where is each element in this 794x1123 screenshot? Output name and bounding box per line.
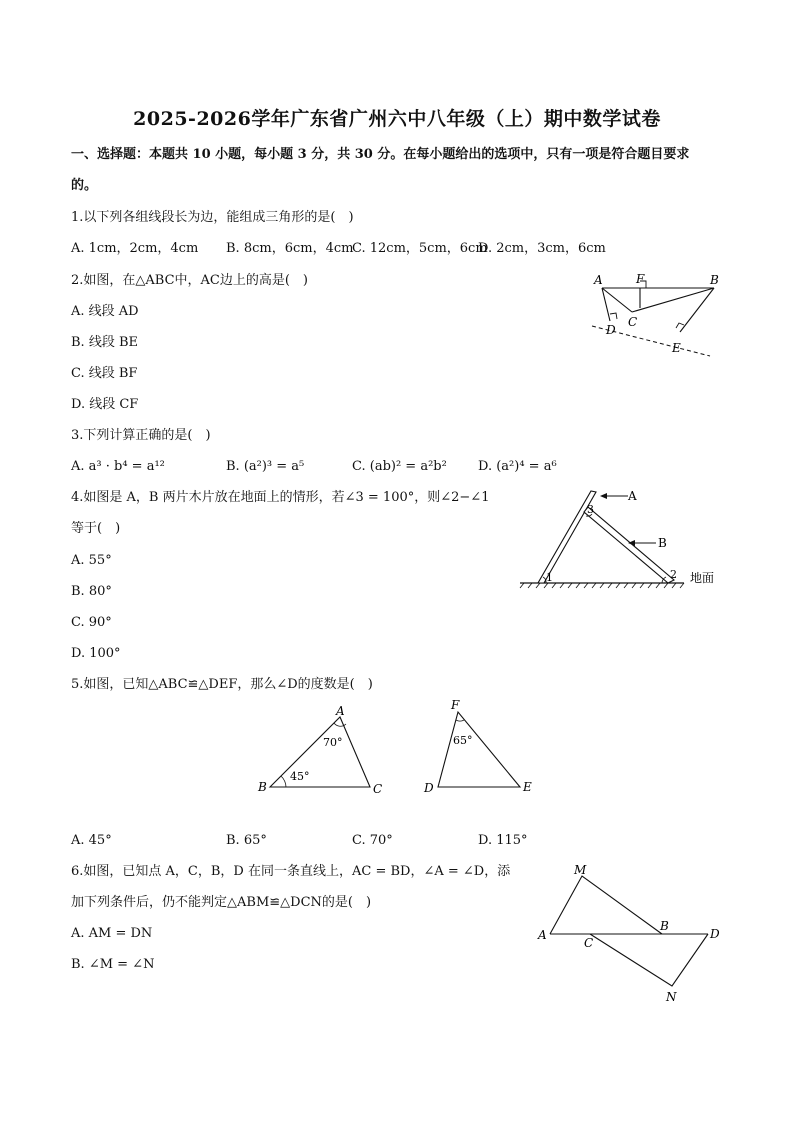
q2-option-b: B. 线段 BE	[71, 335, 138, 350]
q3-option-d: D. (a²)⁴ = a⁶	[478, 459, 557, 474]
q6-option-a: A. AM = DN	[71, 926, 153, 941]
q3-option-a: A. a³ · b⁴ = a¹²	[71, 459, 165, 474]
q1-option-b: B. 8cm，6cm，4cm	[226, 241, 354, 256]
q2-label-b: B	[710, 273, 719, 287]
q5-option-b: B. 65°	[226, 833, 267, 848]
q5-label-f: F	[451, 700, 460, 712]
q3-option-c: C. (ab)² = a²b²	[352, 459, 447, 474]
q3-stem: 3.下列计算正确的是( )	[71, 428, 211, 443]
q4-label-angle1: 1	[546, 571, 553, 584]
q2-label-e: E	[672, 341, 681, 355]
q1-option-a: A. 1cm，2cm，4cm	[71, 241, 199, 256]
q1-option-d: D. 2cm，3cm，6cm	[478, 241, 606, 256]
q5-label-e: E	[523, 780, 532, 794]
q4-wood-boards-figure	[516, 482, 726, 592]
q4-option-d: D. 100°	[71, 646, 121, 661]
q2-label-f: F	[636, 272, 645, 286]
q5-label-a: A	[336, 704, 345, 718]
q6-label-d: D	[710, 927, 720, 941]
q2-label-d: D	[606, 323, 616, 337]
q4-label-angle2: 2	[670, 568, 677, 581]
section-instructions-line2: 的。	[71, 178, 98, 193]
q4-label-b: B	[658, 536, 667, 550]
q5-angle-a-value: 70°	[323, 736, 343, 749]
q5-angle-f-value: 65°	[453, 734, 473, 747]
q4-label-a: A	[628, 489, 637, 503]
q1-stem: 1.以下列各组线段长为边，能组成三角形的是( )	[71, 210, 354, 225]
q6-stem-line1: 6.如图，已知点 A，C，B，D 在同一条直线上，AC = BD，∠A = ∠D，添	[71, 864, 511, 879]
q6-label-a: A	[538, 928, 547, 942]
q4-option-a: A. 55°	[71, 553, 112, 568]
q3-option-b: B. (a²)³ = a⁵	[226, 459, 305, 474]
q2-triangle-figure	[580, 266, 730, 362]
q2-option-c: C. 线段 BF	[71, 366, 138, 381]
q5-angle-b-value: 45°	[290, 770, 310, 783]
q5-option-c: C. 70°	[352, 833, 393, 848]
q5-label-d: D	[424, 781, 434, 795]
page-title: 2025-2026学年广东省广州六中八年级（上）期中数学试卷	[133, 108, 661, 130]
q6-two-triangles-figure	[530, 860, 730, 1010]
q5-label-c: C	[373, 782, 383, 796]
q5-congruent-triangles-figure	[252, 700, 544, 804]
q4-label-ground: 地面	[690, 571, 715, 585]
q6-label-c: C	[584, 936, 594, 950]
q4-stem-line2: 等于( )	[71, 521, 121, 536]
q1-option-c: C. 12cm，5cm，6cm	[352, 241, 488, 256]
q6-label-b: B	[660, 919, 669, 933]
section-instructions-line1: 一、选择题：本题共 10 小题，每小题 3 分，共 30 分。在每小题给出的选项中，只有一项是符合题目要求	[71, 147, 690, 162]
q4-option-b: B. 80°	[71, 584, 112, 599]
q2-label-c: C	[628, 315, 638, 329]
q6-label-m: M	[574, 863, 587, 877]
q6-option-b: B. ∠M = ∠N	[71, 957, 155, 972]
q4-stem-line1: 4.如图是 A，B 两片木片放在地面上的情形，若∠3 = 100°，则∠2−∠1	[71, 490, 490, 505]
q2-label-a: A	[594, 273, 603, 287]
q6-stem-line2: 加下列条件后，仍不能判定△ABM≌△DCN的是( )	[71, 895, 372, 910]
q5-label-b: B	[258, 780, 267, 794]
q2-stem: 2.如图，在△ABC中，AC边上的高是( )	[71, 273, 309, 288]
q2-option-a: A. 线段 AD	[71, 304, 139, 319]
q5-option-d: D. 115°	[478, 833, 528, 848]
q5-option-a: A. 45°	[71, 833, 112, 848]
q5-stem: 5.如图，已知△ABC≌△DEF，那么∠D的度数是( )	[71, 677, 373, 692]
q4-option-c: C. 90°	[71, 615, 112, 630]
q4-label-angle3: 3	[587, 503, 594, 516]
q6-label-n: N	[666, 990, 677, 1004]
q2-option-d: D. 线段 CF	[71, 397, 139, 412]
